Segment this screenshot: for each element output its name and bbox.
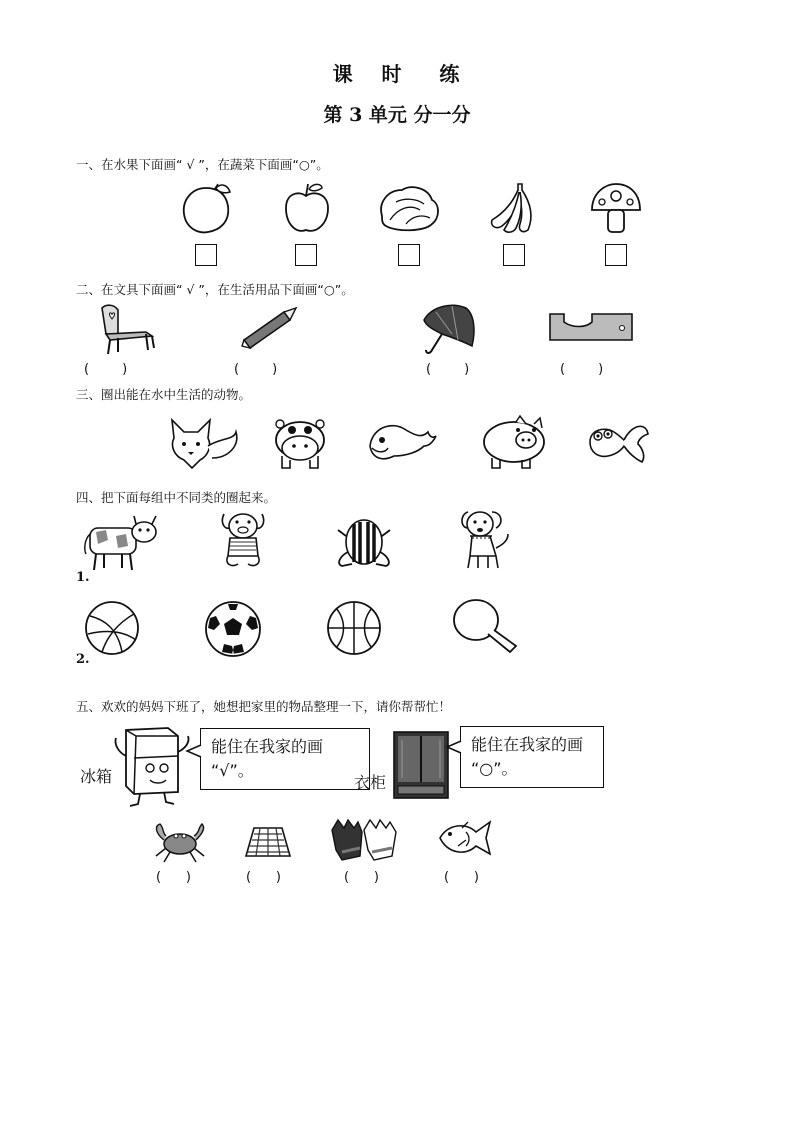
wardrobe-bubble-line-1: 能住在我家的画 [471, 735, 584, 754]
piglet-icon [218, 508, 268, 572]
fridge-label: 冰箱 [80, 767, 113, 786]
ping-pong-paddle-icon [450, 596, 520, 658]
question-1-prompt: 一、在水果下面画“ √ ”，在蔬菜下面画“○”。 [76, 157, 329, 172]
cow-icon [82, 510, 162, 572]
answer-paren-pencil[interactable]: ( ) [234, 362, 278, 377]
answer-paren-gloves[interactable]: ( ) [344, 870, 379, 885]
answer-paren-umbrella[interactable]: ( ) [426, 362, 470, 377]
gloves-icon [328, 816, 400, 864]
fridge-speech-bubble [200, 728, 370, 790]
question-5-prompt: 五、欢欢的妈妈下班了，她想把家里的物品整理一下，请你帮帮忙！ [76, 699, 452, 714]
pig-icon [480, 414, 552, 470]
skirt-icon [244, 826, 292, 860]
wardrobe-bubble-line-2: “○”。 [471, 759, 518, 778]
answer-paren-fish[interactable]: ( ) [444, 870, 479, 885]
cabbage-icon [376, 182, 442, 234]
wardrobe-icon [392, 730, 450, 800]
group-number-2: 2. [76, 652, 90, 667]
apple-icon [282, 180, 332, 236]
umbrella-icon [422, 300, 478, 358]
answer-box-4[interactable] [503, 244, 525, 266]
question-4-prompt: 四、把下面每组中不同类的圈起来。 [76, 490, 277, 505]
unit-subtitle: 第 3 单元 分一分 [323, 104, 471, 126]
fox-icon [164, 416, 240, 470]
wardrobe-bubble-tail-icon [446, 740, 462, 754]
fridge-bubble-line-2: “√”。 [211, 761, 254, 780]
dolphin-icon [366, 416, 438, 468]
volleyball-icon [84, 600, 140, 656]
group-number-1: 1. [76, 570, 90, 585]
pencil-icon [240, 304, 300, 350]
hippo-icon [270, 416, 330, 470]
answer-paren-pencil-case[interactable]: ( ) [560, 362, 604, 377]
question-3-prompt: 三、圈出能在水中生活的动物。 [76, 387, 252, 402]
answer-box-1[interactable] [195, 244, 217, 266]
banana-icon [488, 180, 542, 236]
question-2-prompt: 二、在文具下面画“ √ ”，在生活用品下面画“○”。 [76, 282, 354, 297]
pencil-case-icon [548, 312, 634, 342]
answer-box-2[interactable] [295, 244, 317, 266]
wardrobe-speech-bubble [460, 726, 604, 788]
answer-paren-crab[interactable]: ( ) [156, 870, 191, 885]
fridge-icon [112, 722, 192, 808]
frog-icon [334, 516, 394, 570]
goldfish-icon [584, 418, 652, 468]
answer-paren-chair[interactable]: ( ) [84, 362, 128, 377]
mushroom-icon [588, 180, 644, 236]
dog-icon [456, 506, 512, 572]
pear-icon [178, 180, 238, 236]
wardrobe-label: 衣柜 [354, 773, 387, 792]
crab-icon [150, 818, 208, 864]
fish-icon [436, 818, 494, 860]
basketball-icon [326, 600, 382, 656]
fridge-bubble-tail-icon [186, 744, 202, 758]
answer-paren-skirt[interactable]: ( ) [246, 870, 281, 885]
answer-box-3[interactable] [398, 244, 420, 266]
page-title: 课 时 练 [332, 62, 462, 86]
soccer-ball-icon [204, 600, 262, 658]
chair-icon [96, 302, 158, 356]
answer-box-5[interactable] [605, 244, 627, 266]
fridge-bubble-line-1: 能住在我家的画 [211, 737, 324, 756]
